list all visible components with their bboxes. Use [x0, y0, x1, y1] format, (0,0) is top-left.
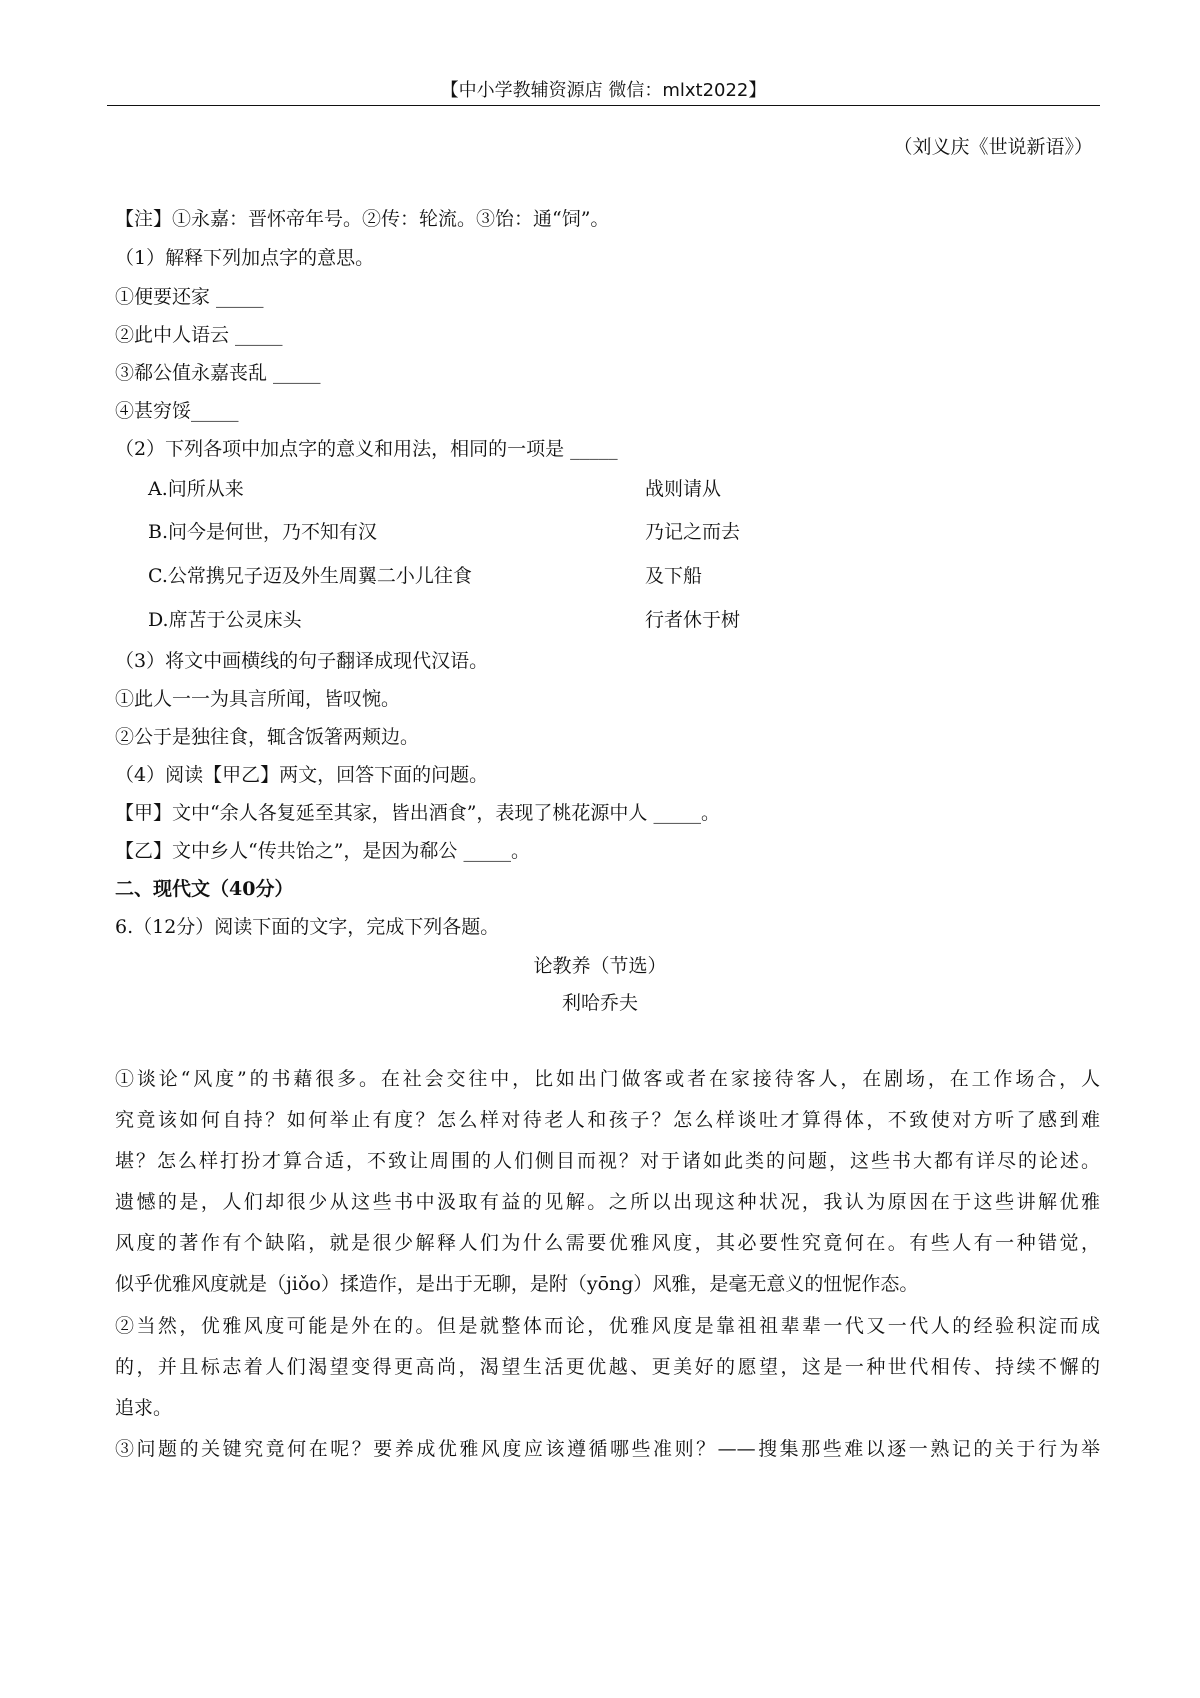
- question-2-stem: （2）下列各项中加点字的意义和用法，相同的一项是 _____: [115, 438, 618, 460]
- section-title: 二、现代文（40分）: [115, 878, 294, 900]
- question-1-item: ③郗公值永嘉丧乱 _____: [115, 362, 321, 384]
- option-a-left: A.问所从来: [148, 478, 244, 500]
- question-4-item: 【甲】文中“余人各复延至其家，皆出酒食”，表现了桃花源中人 _____。: [115, 802, 720, 824]
- header-rule: [107, 105, 1100, 106]
- option-d-right: 行者休于树: [645, 609, 741, 631]
- source-citation: （刘义庆《世说新语》）: [893, 136, 1093, 158]
- question-4-stem: （4）阅读【甲乙】两文，回答下面的问题。: [115, 764, 489, 786]
- option-a-right: 战则请从: [645, 478, 722, 500]
- option-c-right: 及下船: [645, 565, 703, 587]
- question-1-item: ①便要还家 _____: [115, 286, 264, 308]
- question-6-stem: 6.（12分）阅读下面的文字，完成下列各题。: [115, 916, 500, 938]
- question-3-item: ①此人一一为具言所闻，皆叹惋。: [115, 688, 401, 710]
- question-3-stem: （3）将文中画横线的句子翻译成现代汉语。: [115, 650, 489, 672]
- question-1-stem: （1）解释下列加点字的意思。: [115, 247, 375, 269]
- question-3-item: ②公于是独往食，辄含饭箸两颊边。: [115, 726, 420, 748]
- annotation-note: 【注】①永嘉：晋怀帝年号。②传：轮流。③饴：通“饲”。: [115, 208, 610, 230]
- option-b-right: 乃记之而去: [645, 521, 741, 543]
- article-paragraph-2: ②当然，优雅风度可能是外在的。但是就整体而论，优雅风度是靠祖祖辈辈一代又一代人的经验积淀而成 的，并且标志着人们渴望变得更高尚，渴望生活更优越、更美好的愿望，这是一种世代相传、持续不懈的 追求。: [115, 1315, 1100, 1419]
- option-c-left: C.公常携兄子迈及外生周翼二小儿往食: [148, 565, 472, 587]
- article-paragraph-1: ①谈论“风度”的书藉很多。在社会交往中，比如出门做客或者在家接待客人，在剧场，在工作场合，人 究竟该如何自持？如何举止有度？怎么样对待老人和孩子？怎么样谈吐才算得体，不致使对方听了感到难 堪？怎么样打扮才算合适，不致让周围的人们侧目而视？对于诸如此类的问题，这些书大都有详尽的论述。 遗憾的是，人们却很少从这些书中汲取有益的见解。之所以出现这种状况，我认为原因在于这些讲解优雅 风度的著作有个缺陷，就是很少解释人们为什么需要优雅风度，其必要性究竟何在。有些人有一种错觉， 似乎优雅风度就是（jiǒo）揉造作，是出于无聊，是附（yōng）风雅，是毫无意义的忸怩作态。: [115, 1068, 1100, 1295]
- question-4-item: 【乙】文中乡人“传共饴之”，是因为郗公 _____。: [115, 840, 530, 862]
- article-paragraph-3: ③问题的关键究竟何在呢？要养成优雅风度应该遵循哪些准则？——搜集那些难以逐一熟记的关于行为举: [115, 1438, 1100, 1460]
- question-1-item: ②此中人语云 _____: [115, 324, 283, 346]
- article-author: 利哈乔夫: [561, 992, 638, 1014]
- question-1-item: ④甚穷馁_____: [115, 400, 239, 422]
- page-header: 【中小学教辅资源店 微信：mlxt2022】: [440, 80, 767, 101]
- option-b-left: B.问今是何世，乃不知有汉: [148, 521, 378, 543]
- option-d-left: D.席苫于公灵床头: [148, 609, 302, 631]
- article-title: 论教养（节选）: [533, 955, 667, 977]
